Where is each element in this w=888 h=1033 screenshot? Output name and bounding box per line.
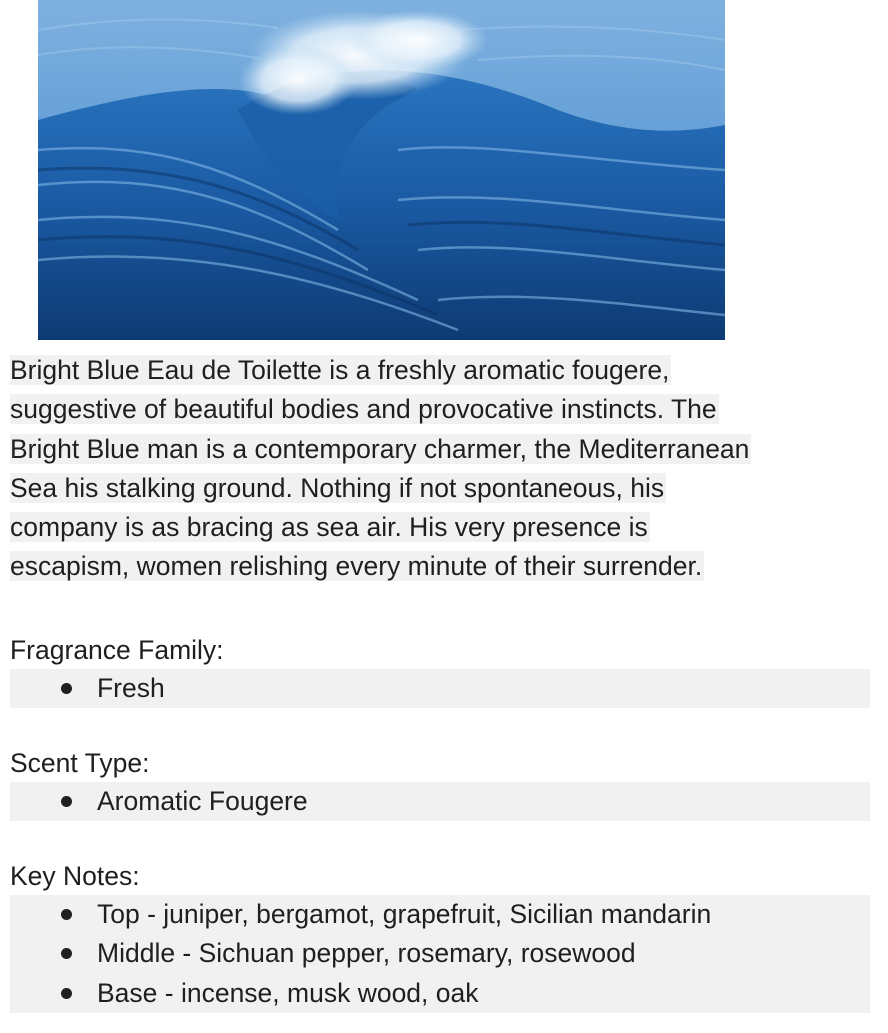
key-notes-label: Key Notes:	[10, 861, 140, 891]
bullet-icon	[61, 909, 72, 920]
description-line: company is as bracing as sea air. His very presence is	[10, 512, 648, 543]
hero-wave-image	[38, 0, 725, 340]
bullet-icon	[61, 988, 72, 999]
scent-type-label: Scent Type:	[10, 748, 150, 778]
description-line: escapism, women relishing every minute of their surrender.	[10, 551, 703, 582]
fragrance-family-label: Fragrance Family:	[10, 635, 224, 665]
fragrance-family-list	[10, 669, 870, 708]
list-item	[10, 974, 870, 1013]
list-item	[10, 782, 870, 821]
list-item-text: Aromatic Fougere	[97, 786, 308, 816]
description-line: suggestive of beautiful bodies and provocative instincts. The	[10, 394, 717, 425]
bullet-icon	[61, 683, 72, 694]
list-item	[10, 669, 870, 708]
description-line: Bright Blue man is a contemporary charmer, the Mediterranean	[10, 433, 750, 464]
key-notes-list	[10, 895, 870, 1013]
bullet-icon	[61, 948, 72, 959]
product-description	[10, 351, 870, 587]
list-item	[10, 895, 870, 934]
description-line: Sea his stalking ground. Nothing if not spontaneous, his	[10, 472, 665, 503]
bullet-icon	[61, 796, 72, 807]
scent-type-list	[10, 782, 870, 821]
list-item-text: Middle - Sichuan pepper, rosemary, rosewood	[97, 938, 636, 969]
list-item-text: Top - juniper, bergamot, grapefruit, Sicilian mandarin	[97, 899, 712, 929]
list-item	[10, 934, 870, 973]
list-item-text: Fresh	[97, 673, 165, 703]
list-item-text: Base - incense, musk wood, oak	[97, 977, 479, 1008]
description-line: Bright Blue Eau de Toilette is a freshly aromatic fougere,	[10, 355, 670, 385]
wave-illustration	[38, 0, 725, 340]
